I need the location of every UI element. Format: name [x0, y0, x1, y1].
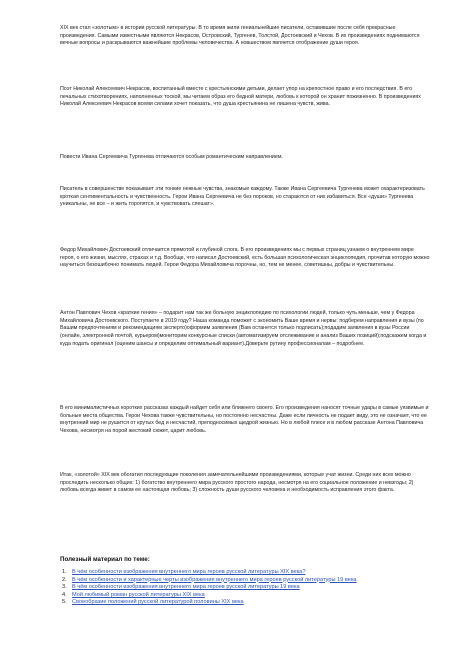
paragraph-conclusion: Итак, «золотой» XIX век обогатил последующие поколения замечательнейшими произведениями, которые учат жизни. Среди них всех можно проследить несколько общих: 1) богатство внутреннего мира русского простого народа, несмотря на его социальное положение и невзгоды; 2) любовь всегда живет в самом ее настоящая любовь; 3) сложность души русского человека и необходимость исправления этого факта. — [60, 472, 414, 494]
related-link-4[interactable]: Мой любимый роман русской литературы XIX века — [72, 591, 205, 598]
related-link-1[interactable]: В чём особенности изображения внутреннего мира героев русской литературы XIX века? — [72, 569, 306, 575]
list-number: 2. — [62, 576, 67, 583]
paragraph-nekrasov: Поэт Николай Алексеевич Некрасов, воспитанный вместе с крестьянскими детьми, делает упор на крепостное право и его последствия. В его печальных стихотворениях, наполненных тоской, мы читаем образ его бедной матери, любовь к которой он хранит пожизненно. В произведениях Николай Алексеевич Некрасов всеми силами хочет показать, что душа крестьянина не лишена чувств, жива. — [60, 86, 421, 108]
list-number: 1. — [62, 569, 67, 575]
paragraph-chekhov-stories: В его минималистичных коротких рассказах каждый найдет себя или ближнего своего. Его произведения наносят точные удары в самые уязвимые и больные места общества. Герои Чехова также чувствительны, но постоянно несчастны. Даже если личность не подает виду, это не означает, что ее внутренний мир не рушится от крутых бед и несчастий, преподносимых щедрой жизнью. Но в любой плесе и в любом рассказе Антона Павловича Чехова, несмотря на порой жестокий сюжет, царит любовь. — [60, 405, 429, 435]
related-link-2[interactable]: В чём особенности и характерные черты изображения внутреннего мира героев русской литературы 19 века — [72, 576, 357, 583]
list-item — [60, 584, 430, 592]
list-number: 3. — [62, 584, 67, 591]
paragraph-dostoevsky: Федор Михайлович Достоевский отличается прямотой и глубиной слога. В его произведениях мы с первых страниц узнаем о внутреннем мире героя, о его жизни, мыслях, страхах и т.д. Вообще, что написал Достоевский, есть большая психологическая энциклопедия, прочитав которую можно научиться безошибочно понимать людей. Герои Федора Михайловича порочны, но, тем не менее, советишны, добры и чувствительны. — [60, 247, 430, 269]
list-item — [60, 569, 430, 577]
paragraph-chekhov-ad: Антон Павлович Чехов «краткие гения» – подарит нам так же больную энциклопедию по психологии людей, только чуть меньше, чем у Федора Михайловича Достоевского. Поступаете в 2019 году? Наша команда поможет с экономить Ваше время и нервы: подберем направления и вузы (по Вашим предпочтениям и рекомендациям эксперто)оформим заявления (Вам останется только подписать);подадим заявления в вузы России (онлайн, электронной почтой, курьером)мониторим конкурсные списки (автоматизируем отслеживание и анализ Ваших позиций);подскажем когда и куда подать оригинал (оценим шансы и определим оптимальный вариант).Доверьте рутину профессионалам – подробнее. — [60, 310, 427, 347]
list-number: 4. — [62, 591, 67, 598]
related-materials — [60, 556, 430, 607]
related-link-5[interactable]: Своеобразие положений русской литературой половины XIX века — [72, 599, 244, 606]
paragraph-intro: XIX век стал «золотым» в истории русской литературы. В то время жили гениальнейшие писатели, оставившие после себя прекрасные произведения. Самыми известными являются Некрасов, Островский, Тургенев, Толстой, Достоевский и Чехов. В их произведениях поднимаются вечные вопросы и раскрываются важнейшие проблемы человечества. А новшеством является отображение души героя. — [60, 25, 420, 47]
list-item — [60, 599, 430, 607]
related-link-3[interactable]: В чём особенности изображения внутреннего мира героев русской литературы 19 века — [72, 584, 300, 591]
related-title: Полезный материал по теме: — [60, 556, 150, 563]
paragraph-turgenev-stories: Повести Ивана Сергеевича Тургенева отличаются особым романтическим направлением. — [60, 154, 283, 160]
list-number: 5. — [62, 599, 67, 606]
related-list — [60, 569, 430, 607]
paragraph-turgenev-feelings: Писатель в совершенстве показывает эти тонкие нежные чувства, знакомые каждому. Также Ивана Сергеевича Тургенева может охарактеризовать кроткая сентиментальность и чувственность. Герои Ивана Сергеевича не без пороков, но стараются от них избавиться. Все «души» Тургенева уникальны, не все – и жить торопятся, и чувствовать спешат». — [60, 186, 425, 208]
